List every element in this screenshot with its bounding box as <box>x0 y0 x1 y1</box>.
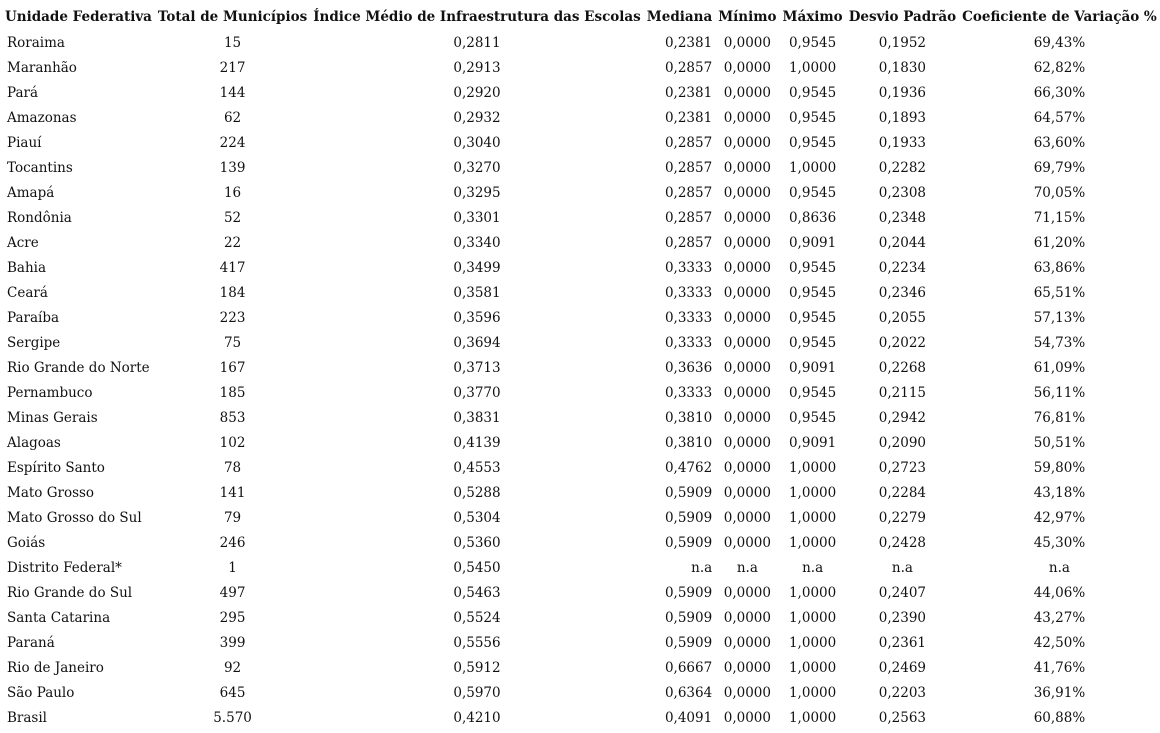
cell-coeficiente-variacao: 45,30% <box>1033 534 1086 551</box>
table-row <box>2 655 1160 680</box>
cell-maximo: 1,0000 <box>788 584 837 601</box>
cell-maximo: 1,0000 <box>788 509 837 526</box>
cell-minimo: 0,0000 <box>723 684 771 701</box>
cell-desvio-padrao: 0,2234 <box>878 259 927 276</box>
cell-minimo: 0,0000 <box>723 184 771 201</box>
cell-maximo: 1,0000 <box>788 484 837 501</box>
cell-desvio-padrao: 0,2390 <box>878 609 927 626</box>
cell-maximo: 0,8636 <box>788 209 837 226</box>
cell-mediana: 0,4762 <box>664 459 713 476</box>
cell-maximo: 0,9545 <box>788 34 837 51</box>
cell-mediana: 0,3810 <box>664 409 713 426</box>
cell-maximo: 1,0000 <box>788 159 837 176</box>
header-row <box>2 4 1160 30</box>
cell-minimo: 0,0000 <box>723 84 771 101</box>
cell-indice-medio: 0,2932 <box>453 109 501 126</box>
cell-mediana: 0,2857 <box>664 184 713 201</box>
header-indice-medio: Índice Médio de Infraestrutura das Escolas <box>313 9 641 25</box>
cell-total-municipios: 497 <box>219 584 246 601</box>
cell-desvio-padrao: 0,2469 <box>878 659 927 676</box>
cell-maximo: 1,0000 <box>788 659 837 676</box>
cell-mediana: 0,5909 <box>664 634 713 651</box>
header-maximo: Máximo <box>782 9 843 25</box>
cell-minimo: 0,0000 <box>723 359 771 376</box>
cell-unidade-federativa: Rio Grande do Sul <box>7 584 133 601</box>
cell-indice-medio: 0,3596 <box>453 309 501 326</box>
cell-coeficiente-variacao: 41,76% <box>1033 659 1086 676</box>
cell-total-municipios: 167 <box>219 359 246 376</box>
cell-minimo: 0,0000 <box>723 134 771 151</box>
cell-unidade-federativa: Rio Grande do Norte <box>7 359 150 376</box>
table-row <box>2 180 1160 205</box>
cell-desvio-padrao: 0,2115 <box>878 384 927 401</box>
cell-coeficiente-variacao: 69,43% <box>1033 34 1086 51</box>
table-row <box>2 705 1160 730</box>
cell-total-municipios: 15 <box>223 34 242 51</box>
cell-unidade-federativa: Maranhão <box>7 59 77 76</box>
cell-total-municipios: 78 <box>223 459 242 476</box>
cell-coeficiente-variacao: 65,51% <box>1033 284 1086 301</box>
cell-indice-medio: 0,3270 <box>453 159 501 176</box>
cell-minimo: 0,0000 <box>723 159 771 176</box>
cell-maximo: 1,0000 <box>788 59 837 76</box>
cell-desvio-padrao: 0,2203 <box>878 684 927 701</box>
cell-total-municipios: 184 <box>219 284 246 301</box>
cell-total-municipios: 224 <box>219 134 246 151</box>
cell-maximo: 0,9091 <box>788 234 837 251</box>
cell-desvio-padrao: 0,2346 <box>878 284 927 301</box>
cell-maximo: 1,0000 <box>788 459 837 476</box>
cell-coeficiente-variacao: 71,15% <box>1033 209 1086 226</box>
cell-mediana: 0,4091 <box>664 709 713 726</box>
cell-unidade-federativa: Ceará <box>7 284 48 301</box>
cell-minimo: 0,0000 <box>723 59 771 76</box>
table-row <box>2 505 1160 530</box>
table-row <box>2 30 1160 55</box>
table-row <box>2 55 1160 80</box>
cell-minimo: 0,0000 <box>723 709 771 726</box>
cell-unidade-federativa: Sergipe <box>7 334 61 351</box>
cell-unidade-federativa: Distrito Federal* <box>7 559 122 576</box>
cell-mediana: 0,2381 <box>664 84 713 101</box>
cell-unidade-federativa: Mato Grosso do Sul <box>7 509 142 526</box>
cell-unidade-federativa: Acre <box>7 234 39 251</box>
cell-coeficiente-variacao: 50,51% <box>1033 434 1086 451</box>
table-row <box>2 455 1160 480</box>
cell-minimo: 0,0000 <box>723 309 771 326</box>
cell-indice-medio: 0,5463 <box>453 584 501 601</box>
cell-desvio-padrao: 0,2308 <box>878 184 927 201</box>
cell-total-municipios: 1 <box>228 559 237 576</box>
cell-coeficiente-variacao: 42,97% <box>1033 509 1086 526</box>
cell-total-municipios: 295 <box>219 609 246 626</box>
cell-coeficiente-variacao: 63,60% <box>1033 134 1086 151</box>
cell-unidade-federativa: Alagoas <box>7 434 61 451</box>
cell-indice-medio: 0,2920 <box>453 84 501 101</box>
table-row <box>2 105 1160 130</box>
cell-desvio-padrao: 0,1936 <box>878 84 927 101</box>
cell-desvio-padrao: n.a <box>891 559 913 576</box>
cell-maximo: 0,9545 <box>788 84 837 101</box>
cell-desvio-padrao: 0,2090 <box>878 434 927 451</box>
cell-maximo: 0,9545 <box>788 309 837 326</box>
cell-total-municipios: 92 <box>223 659 242 676</box>
cell-indice-medio: 0,5360 <box>453 534 501 551</box>
cell-indice-medio: 0,3040 <box>453 134 501 151</box>
cell-mediana: 0,3333 <box>664 259 713 276</box>
infrastructure-table <box>2 4 1160 730</box>
cell-desvio-padrao: 0,2022 <box>878 334 927 351</box>
cell-mediana: 0,5909 <box>664 484 713 501</box>
cell-unidade-federativa: Roraima <box>7 34 65 51</box>
cell-mediana: 0,5909 <box>664 509 713 526</box>
cell-indice-medio: 0,4210 <box>453 709 501 726</box>
table-row <box>2 605 1160 630</box>
cell-indice-medio: 0,5524 <box>453 609 501 626</box>
cell-desvio-padrao: 0,2044 <box>878 234 927 251</box>
header-coeficiente-variacao: Coeficiente de Variação % <box>962 9 1157 25</box>
table-row <box>2 80 1160 105</box>
cell-maximo: 1,0000 <box>788 609 837 626</box>
table-row <box>2 230 1160 255</box>
cell-maximo: 0,9545 <box>788 259 837 276</box>
cell-indice-medio: 0,3713 <box>453 359 501 376</box>
header-desvio-padrao: Desvio Padrão <box>848 9 957 25</box>
cell-mediana: 0,2857 <box>664 234 713 251</box>
cell-desvio-padrao: 0,2055 <box>878 309 927 326</box>
header-total-municipios: Total de Municípios <box>157 9 308 25</box>
cell-minimo: 0,0000 <box>723 484 771 501</box>
cell-unidade-federativa: Pernambuco <box>7 384 93 401</box>
cell-coeficiente-variacao: 59,80% <box>1033 459 1086 476</box>
cell-maximo: 0,9545 <box>788 384 837 401</box>
cell-maximo: 0,9545 <box>788 409 837 426</box>
cell-maximo: 1,0000 <box>788 634 837 651</box>
cell-indice-medio: 0,3295 <box>453 184 501 201</box>
cell-coeficiente-variacao: 61,20% <box>1033 234 1086 251</box>
cell-minimo: 0,0000 <box>723 659 771 676</box>
cell-indice-medio: 0,5450 <box>453 559 501 576</box>
table-body <box>2 30 1160 730</box>
cell-desvio-padrao: 0,2723 <box>878 459 927 476</box>
cell-total-municipios: 246 <box>219 534 246 551</box>
cell-indice-medio: 0,3694 <box>453 334 501 351</box>
cell-coeficiente-variacao: 43,27% <box>1033 609 1086 626</box>
cell-coeficiente-variacao: 76,81% <box>1033 409 1086 426</box>
cell-desvio-padrao: 0,1830 <box>878 59 927 76</box>
cell-indice-medio: 0,4553 <box>453 459 501 476</box>
table-row <box>2 530 1160 555</box>
cell-coeficiente-variacao: 64,57% <box>1033 109 1086 126</box>
table-row <box>2 305 1160 330</box>
cell-total-municipios: 139 <box>219 159 246 176</box>
cell-unidade-federativa: Rio de Janeiro <box>7 659 104 676</box>
cell-coeficiente-variacao: 69,79% <box>1033 159 1086 176</box>
table-row <box>2 355 1160 380</box>
cell-mediana: 0,5909 <box>664 584 713 601</box>
cell-desvio-padrao: 0,2407 <box>878 584 927 601</box>
cell-mediana: 0,2857 <box>664 59 713 76</box>
cell-maximo: 1,0000 <box>788 534 837 551</box>
cell-coeficiente-variacao: 54,73% <box>1033 334 1086 351</box>
cell-minimo: 0,0000 <box>723 109 771 126</box>
cell-mediana: 0,2381 <box>664 109 713 126</box>
cell-indice-medio: 0,3581 <box>453 284 501 301</box>
cell-coeficiente-variacao: 70,05% <box>1033 184 1086 201</box>
table-row <box>2 255 1160 280</box>
cell-mediana: 0,3333 <box>664 334 713 351</box>
cell-mediana: 0,5909 <box>664 609 713 626</box>
cell-maximo: 1,0000 <box>788 709 837 726</box>
cell-maximo: 0,9545 <box>788 284 837 301</box>
cell-total-municipios: 853 <box>219 409 246 426</box>
cell-minimo: 0,0000 <box>723 609 771 626</box>
cell-minimo: 0,0000 <box>723 534 771 551</box>
table-row <box>2 380 1160 405</box>
cell-desvio-padrao: 0,2428 <box>878 534 927 551</box>
cell-total-municipios: 16 <box>223 184 242 201</box>
cell-mediana: 0,3333 <box>664 384 713 401</box>
cell-mediana: 0,6364 <box>664 684 713 701</box>
cell-indice-medio: 0,5970 <box>453 684 501 701</box>
cell-minimo: 0,0000 <box>723 409 771 426</box>
table-row <box>2 280 1160 305</box>
cell-total-municipios: 102 <box>219 434 246 451</box>
table-row <box>2 330 1160 355</box>
cell-total-municipios: 22 <box>223 234 242 251</box>
cell-minimo: 0,0000 <box>723 284 771 301</box>
table-row <box>2 680 1160 705</box>
cell-unidade-federativa: Espírito Santo <box>7 459 105 476</box>
cell-maximo: 0,9091 <box>788 359 837 376</box>
table-row <box>2 430 1160 455</box>
cell-desvio-padrao: 0,2284 <box>878 484 927 501</box>
cell-total-municipios: 645 <box>219 684 246 701</box>
cell-minimo: 0,0000 <box>723 234 771 251</box>
table-row <box>2 405 1160 430</box>
cell-maximo: 0,9545 <box>788 184 837 201</box>
cell-indice-medio: 0,3831 <box>453 409 501 426</box>
cell-mediana: 0,3636 <box>664 359 713 376</box>
cell-total-municipios: 79 <box>223 509 242 526</box>
cell-total-municipios: 217 <box>219 59 246 76</box>
cell-minimo: 0,0000 <box>723 434 771 451</box>
cell-unidade-federativa: Mato Grosso <box>7 484 95 501</box>
cell-desvio-padrao: 0,1893 <box>878 109 927 126</box>
cell-minimo: 0,0000 <box>723 509 771 526</box>
cell-unidade-federativa: Santa Catarina <box>7 609 111 626</box>
cell-minimo: 0,0000 <box>723 259 771 276</box>
cell-minimo: 0,0000 <box>723 34 771 51</box>
cell-unidade-federativa: Brasil <box>7 709 47 726</box>
cell-indice-medio: 0,5288 <box>453 484 501 501</box>
table-row <box>2 580 1160 605</box>
cell-unidade-federativa: Minas Gerais <box>7 409 98 426</box>
cell-coeficiente-variacao: 42,50% <box>1033 634 1086 651</box>
table-row <box>2 130 1160 155</box>
cell-desvio-padrao: 0,1952 <box>878 34 927 51</box>
table-row <box>2 630 1160 655</box>
cell-mediana: 0,2857 <box>664 134 713 151</box>
cell-mediana: 0,5909 <box>664 534 713 551</box>
cell-coeficiente-variacao: n.a <box>1048 559 1070 576</box>
cell-mediana: n.a <box>691 559 713 576</box>
cell-unidade-federativa: Paraná <box>7 634 55 651</box>
cell-mediana: 0,3333 <box>664 309 713 326</box>
cell-indice-medio: 0,2811 <box>453 34 501 51</box>
cell-mediana: 0,2857 <box>664 159 713 176</box>
cell-minimo: 0,0000 <box>723 209 771 226</box>
cell-unidade-federativa: Piauí <box>7 134 42 151</box>
cell-maximo: n.a <box>802 559 824 576</box>
cell-coeficiente-variacao: 63,86% <box>1033 259 1086 276</box>
header-minimo: Mínimo <box>718 9 777 25</box>
cell-minimo: 0,0000 <box>723 384 771 401</box>
cell-coeficiente-variacao: 56,11% <box>1033 384 1086 401</box>
table-row <box>2 155 1160 180</box>
cell-unidade-federativa: Amapá <box>7 184 55 201</box>
cell-unidade-federativa: Paraíba <box>7 309 60 326</box>
cell-desvio-padrao: 0,2348 <box>878 209 927 226</box>
cell-total-municipios: 5.570 <box>213 709 252 726</box>
cell-total-municipios: 52 <box>223 209 242 226</box>
table-row <box>2 555 1160 580</box>
cell-desvio-padrao: 0,2268 <box>878 359 927 376</box>
cell-total-municipios: 62 <box>223 109 242 126</box>
cell-desvio-padrao: 0,1933 <box>878 134 927 151</box>
cell-coeficiente-variacao: 44,06% <box>1033 584 1086 601</box>
cell-mediana: 0,3333 <box>664 284 713 301</box>
cell-maximo: 0,9091 <box>788 434 837 451</box>
cell-indice-medio: 0,2913 <box>453 59 501 76</box>
header-unidade-federativa: Unidade Federativa <box>5 9 152 25</box>
cell-total-municipios: 223 <box>219 309 246 326</box>
cell-desvio-padrao: 0,2279 <box>878 509 927 526</box>
cell-desvio-padrao: 0,2563 <box>878 709 927 726</box>
cell-minimo: 0,0000 <box>723 334 771 351</box>
cell-maximo: 1,0000 <box>788 684 837 701</box>
cell-indice-medio: 0,5304 <box>453 509 501 526</box>
cell-unidade-federativa: Tocantins <box>7 159 73 176</box>
table-row <box>2 480 1160 505</box>
cell-coeficiente-variacao: 61,09% <box>1033 359 1086 376</box>
cell-minimo: 0,0000 <box>723 459 771 476</box>
cell-total-municipios: 144 <box>219 84 246 101</box>
cell-unidade-federativa: Goiás <box>7 534 46 551</box>
table-row <box>2 205 1160 230</box>
cell-indice-medio: 0,3770 <box>453 384 501 401</box>
cell-indice-medio: 0,5912 <box>453 659 501 676</box>
cell-total-municipios: 75 <box>223 334 242 351</box>
cell-indice-medio: 0,3499 <box>453 259 501 276</box>
cell-unidade-federativa: Pará <box>7 84 39 101</box>
cell-coeficiente-variacao: 57,13% <box>1033 309 1086 326</box>
cell-unidade-federativa: São Paulo <box>7 684 75 701</box>
cell-indice-medio: 0,3340 <box>453 234 501 251</box>
cell-maximo: 0,9545 <box>788 134 837 151</box>
cell-mediana: 0,3810 <box>664 434 713 451</box>
cell-unidade-federativa: Rondônia <box>7 209 72 226</box>
cell-desvio-padrao: 0,2282 <box>878 159 927 176</box>
cell-coeficiente-variacao: 36,91% <box>1033 684 1086 701</box>
cell-indice-medio: 0,5556 <box>453 634 501 651</box>
cell-indice-medio: 0,4139 <box>453 434 501 451</box>
cell-coeficiente-variacao: 60,88% <box>1033 709 1086 726</box>
cell-unidade-federativa: Bahia <box>7 259 47 276</box>
cell-maximo: 0,9545 <box>788 109 837 126</box>
cell-desvio-padrao: 0,2942 <box>878 409 927 426</box>
cell-minimo: 0,0000 <box>723 584 771 601</box>
cell-mediana: 0,6667 <box>664 659 713 676</box>
cell-coeficiente-variacao: 62,82% <box>1033 59 1086 76</box>
cell-unidade-federativa: Amazonas <box>7 109 77 126</box>
cell-coeficiente-variacao: 43,18% <box>1033 484 1086 501</box>
cell-total-municipios: 417 <box>219 259 246 276</box>
cell-desvio-padrao: 0,2361 <box>878 634 927 651</box>
cell-total-municipios: 141 <box>219 484 246 501</box>
cell-maximo: 0,9545 <box>788 334 837 351</box>
cell-minimo: 0,0000 <box>723 634 771 651</box>
cell-indice-medio: 0,3301 <box>453 209 501 226</box>
header-mediana: Mediana <box>646 9 713 25</box>
cell-total-municipios: 185 <box>219 384 246 401</box>
cell-total-municipios: 399 <box>219 634 246 651</box>
cell-coeficiente-variacao: 66,30% <box>1033 84 1086 101</box>
cell-mediana: 0,2381 <box>664 34 713 51</box>
cell-mediana: 0,2857 <box>664 209 713 226</box>
cell-minimo: n.a <box>736 559 758 576</box>
